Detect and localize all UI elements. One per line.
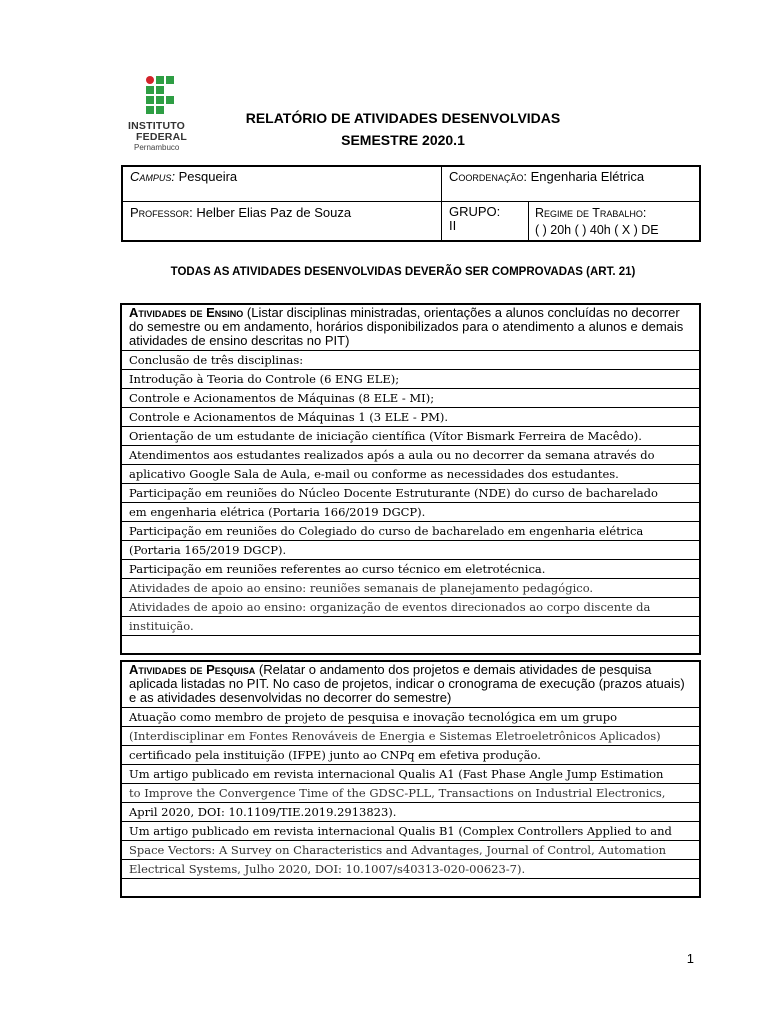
- regime-cell: [535, 205, 659, 239]
- proof-notice: TODAS AS ATIVIDADES DESENVOLVIDAS DEVERÃO SER COMPROVADAS (ART. 21): [170, 266, 636, 278]
- regime-value: ( ) 20h ( ) 40h ( X ) DE: [535, 223, 659, 237]
- grupo-cell: [449, 205, 500, 233]
- teaching-header-label: Atividades de Ensino: [129, 305, 244, 320]
- coordination-label: Coordenação:: [449, 169, 528, 184]
- empty-row: [122, 636, 699, 653]
- table-row: em engenharia elétrica (Portaria 166/2019 DGCP).: [122, 503, 699, 522]
- table-row: April 2020, DOI: 10.1109/TIE.2019.2913823).: [122, 803, 699, 822]
- logo-text-pernambuco: Pernambuco: [134, 143, 180, 152]
- page-number: 1: [686, 951, 694, 966]
- table-row: Participação em reuniões do Colegiado do curso de bacharelado em engenharia elétrica: [122, 522, 699, 541]
- table-row: Um artigo publicado em revista internacional Qualis B1 (Complex Controllers Applied to and: [122, 822, 699, 841]
- table-row: Space Vectors: A Survey on Characteristics and Advantages, Journal of Control, Automation: [122, 841, 699, 860]
- research-header-label: Atividades de Pesquisa: [129, 662, 256, 677]
- table-row: (Portaria 165/2019 DGCP).: [122, 541, 699, 560]
- table-row: Atuação como membro de projeto de pesquisa e inovação tecnológica em um grupo: [122, 708, 699, 727]
- grupo-value: II: [449, 218, 457, 233]
- professor-value: Helber Elias Paz de Souza: [192, 205, 352, 220]
- info-table: [121, 165, 701, 242]
- research-header: [122, 662, 699, 708]
- table-row: Orientação de um estudante de iniciação científica (Vítor Bismark Ferreira de Macêdo).: [122, 427, 699, 446]
- table-row: Conclusão de três disciplinas:: [122, 351, 699, 370]
- table-row: Controle e Acionamentos de Máquinas 1 (3 ELE - PM).: [122, 408, 699, 427]
- coordination-value: Engenharia Elétrica: [527, 169, 645, 184]
- logo-text-federal: FEDERAL: [136, 131, 187, 143]
- report-semester: SEMESTRE 2020.1: [341, 132, 465, 148]
- teaching-activities-table: [120, 303, 701, 655]
- campus-value: Pesqueira: [175, 169, 238, 184]
- table-row: Atendimentos aos estudantes realizados após a aula ou no decorrer da semana através do: [122, 446, 699, 465]
- table-row: Electrical Systems, Julho 2020, DOI: 10.1007/s40313-020-00623-7).: [122, 860, 699, 879]
- campus-label: Campus:: [130, 169, 176, 184]
- table-row: Atividades de apoio ao ensino: organização de eventos direcionados ao corpo discente da: [122, 598, 699, 617]
- professor-label: Professor:: [130, 205, 193, 220]
- professor-cell: [130, 205, 351, 220]
- table-row: (Interdisciplinar em Fontes Renováveis de Energia e Sistemas Eletroeletrônicos Aplicados): [122, 727, 699, 746]
- table-row: Participação em reuniões do Núcleo Docente Estruturante (NDE) do curso de bacharelado: [122, 484, 699, 503]
- research-activities-table: [120, 660, 701, 898]
- empty-row: [122, 879, 699, 896]
- table-row: Participação em reuniões referentes ao curso técnico em eletrotécnica.: [122, 560, 699, 579]
- teaching-header: [122, 305, 699, 351]
- grupo-label: GRUPO:: [449, 204, 501, 219]
- coordination-cell: [449, 169, 644, 184]
- table-row: certificado pela instituição (IFPE) junto ao CNPq em efetiva produção.: [122, 746, 699, 765]
- table-row: Atividades de apoio ao ensino: reuniões semanais de planejamento pedagógico.: [122, 579, 699, 598]
- table-row: instituição.: [122, 617, 699, 636]
- report-title: RELATÓRIO DE ATIVIDADES DESENVOLVIDAS: [245, 110, 561, 126]
- table-row: to Improve the Convergence Time of the GDSC-PLL, Transactions on Industrial Electronics,: [122, 784, 699, 803]
- logo-text-instituto: INSTITUTO: [128, 120, 186, 132]
- table-row: Controle e Acionamentos de Máquinas (8 ELE - MI);: [122, 389, 699, 408]
- research-header-text: (Relatar o andamento dos projetos e demais atividades de pesquisa aplicada listadas no PIT. No caso de projetos, indicar o cronograma de execução (prazos atuais) e as atividades desenvolvidas no decorrer do semestre): [129, 662, 685, 705]
- table-row: Um artigo publicado em revista internacional Qualis A1 (Fast Phase Angle Jump Estimation: [122, 765, 699, 784]
- teaching-header-text: (Listar disciplinas ministradas, orientações a alunos concluídas no decorrer do semestre ou em andamento, horários disponibilizados para o atendimento a alunos e demais atividades de ensino descritas no PIT): [129, 305, 684, 348]
- table-row: Introdução à Teoria do Controle (6 ENG ELE);: [122, 370, 699, 389]
- campus-cell: [130, 169, 237, 184]
- table-row: aplicativo Google Sala de Aula, e-mail ou conforme as necessidades dos estudantes.: [122, 465, 699, 484]
- regime-label: Regime de Trabalho:: [535, 206, 647, 220]
